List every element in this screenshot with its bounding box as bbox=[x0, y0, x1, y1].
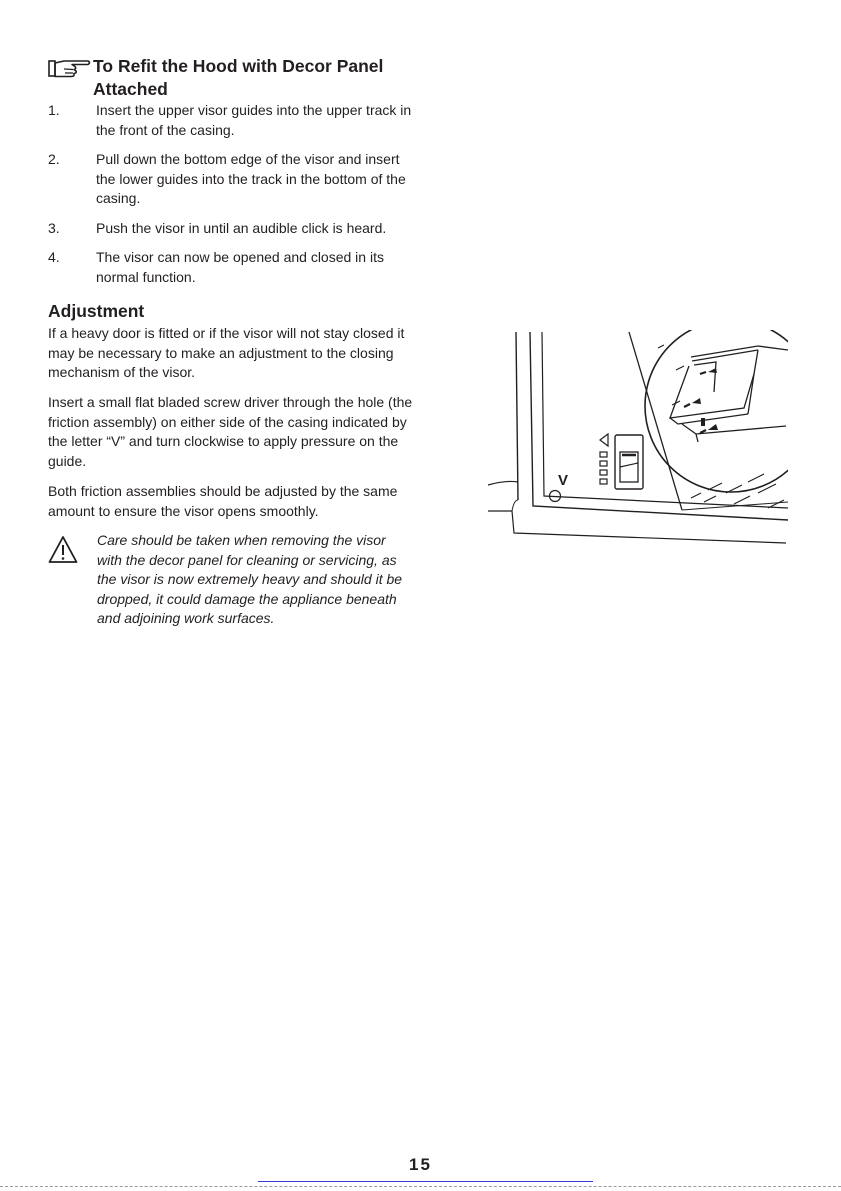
step-number: 2. bbox=[48, 151, 60, 167]
warning-triangle-icon bbox=[48, 535, 78, 565]
adjustment-paragraph: If a heavy door is fitted or if the visor will not stay closed it may be necessary to make an adjustment to the closing mechanism of the visor. bbox=[48, 325, 405, 380]
list-item bbox=[48, 150, 413, 209]
step-number: 3. bbox=[48, 219, 60, 236]
warning-text: Care should be taken when removing the visor with the decor panel for cleaning or servicing, as the visor is now extremely heavy and should it be dropped, it could damage the appliance beneath and adjoining work surfaces. bbox=[97, 532, 403, 626]
step-text: Pull down the bottom edge of the visor and insert the lower guides into the track in the bottom of the casing. bbox=[96, 151, 406, 206]
step-number: 4. bbox=[48, 249, 60, 265]
heading-line-1: To Refit the Hood with Decor Panel bbox=[93, 56, 384, 76]
footer-rule bbox=[0, 1186, 841, 1187]
list-item bbox=[48, 101, 413, 140]
step-text: Insert the upper visor guides into the upper track in the front of the casing. bbox=[96, 102, 412, 138]
hood-friction-assembly-illustration bbox=[486, 330, 788, 546]
friction-hole-label: V bbox=[558, 472, 569, 489]
adjustment-heading: Adjustment bbox=[48, 301, 145, 321]
footer-link-underline[interactable] bbox=[258, 1181, 593, 1182]
step-number: 1. bbox=[48, 102, 60, 118]
page-number: 15 bbox=[409, 1155, 432, 1174]
step-text: Push the visor in until an audible click is heard. bbox=[96, 219, 387, 236]
list-item bbox=[48, 248, 413, 287]
adjustment-paragraph: Insert a small flat bladed screw driver through the hole (the friction assembly) on either side of the casing indicated by the letter “V” and turn clockwise to apply pressure on the guide. bbox=[48, 394, 413, 469]
adjustment-paragraph: Both friction assemblies should be adjusted by the same amount to ensure the visor opens smoothly. bbox=[48, 483, 398, 519]
step-text: The visor can now be opened and closed in its normal function. bbox=[96, 249, 384, 285]
pointing-hand-icon bbox=[48, 57, 92, 79]
heading-line-2: Attached bbox=[93, 79, 168, 99]
refit-steps-list bbox=[48, 101, 413, 297]
list-item bbox=[48, 219, 413, 239]
